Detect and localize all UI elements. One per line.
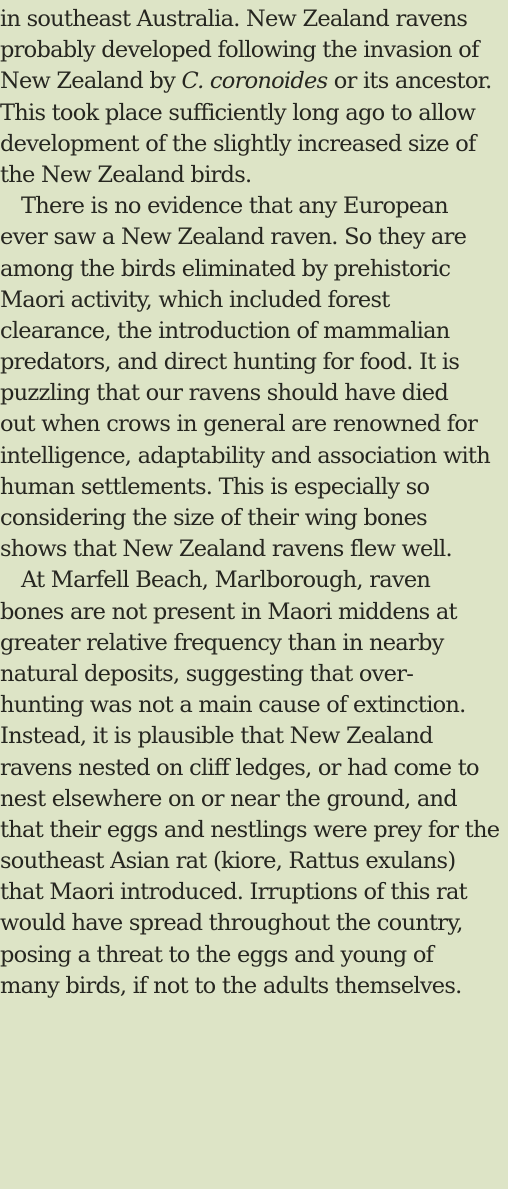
- text-line: considering the size of their wing bones: [0, 505, 427, 531]
- text-run: or its ancestor.: [327, 68, 492, 95]
- text-line: intelligence, adaptability and association with: [0, 442, 490, 469]
- text-line: natural deposits, suggesting that over-: [0, 660, 414, 687]
- text-line: nest elsewhere on or near the ground, and: [0, 785, 457, 812]
- text-line: posing a threat to the eggs and young of: [0, 941, 434, 968]
- body-text: [0, 4, 508, 1002]
- text-line: out when crows in general are renowned for: [0, 411, 478, 438]
- text-line: clearance, the introduction of mammalian: [0, 317, 450, 344]
- paragraph-3: [0, 565, 508, 1002]
- text-line: southeast Asian rat (kiore, Rattus exulans): [0, 848, 456, 875]
- text-line: ravens nested on cliff ledges, or had come to: [0, 754, 479, 781]
- text-line: that their eggs and nestlings were prey for the: [0, 816, 500, 843]
- text-line: [0, 66, 508, 97]
- text-line: that Maori introduced. Irruptions of this rat: [0, 879, 467, 906]
- text-line: the New Zealand birds.: [0, 161, 252, 188]
- text-line: At Marfell Beach, Marlborough, raven: [21, 567, 431, 594]
- text-line: puzzling that our ravens should have died: [0, 380, 448, 407]
- text-line: probably developed following the invasion of: [0, 37, 479, 64]
- text-line: Instead, it is plausible that New Zealand: [0, 723, 433, 750]
- text-line: greater relative frequency than in nearby: [0, 629, 444, 656]
- text-line: among the birds eliminated by prehistoric: [0, 255, 451, 282]
- text-line: predators, and direct hunting for food. It is: [0, 349, 460, 376]
- paragraph-1: [0, 4, 508, 191]
- text-line: in southeast Australia. New Zealand ravens: [0, 6, 468, 32]
- text-line: many birds, if not to the adults themselves.: [0, 972, 462, 999]
- text-line: development of the slightly increased size of: [0, 130, 476, 157]
- text-line: shows that New Zealand ravens flew well.: [0, 536, 452, 563]
- text-line: bones are not present in Maori middens at: [0, 598, 457, 625]
- text-line: hunting was not a main cause of extinction.: [0, 692, 466, 719]
- text-line: There is no evidence that any European: [21, 193, 448, 220]
- text-line: ever saw a New Zealand raven. So they are: [0, 224, 467, 251]
- species-name: C. coronoides: [181, 68, 328, 95]
- text-line: would have spread throughout the country,: [0, 910, 463, 937]
- text-line: This took place sufficiently long ago to allow: [0, 99, 476, 126]
- text-line: Maori activity, which included forest: [0, 286, 390, 313]
- text-run: New Zealand by: [0, 68, 182, 95]
- text-line: human settlements. This is especially so: [0, 473, 430, 500]
- paragraph-2: [0, 191, 508, 565]
